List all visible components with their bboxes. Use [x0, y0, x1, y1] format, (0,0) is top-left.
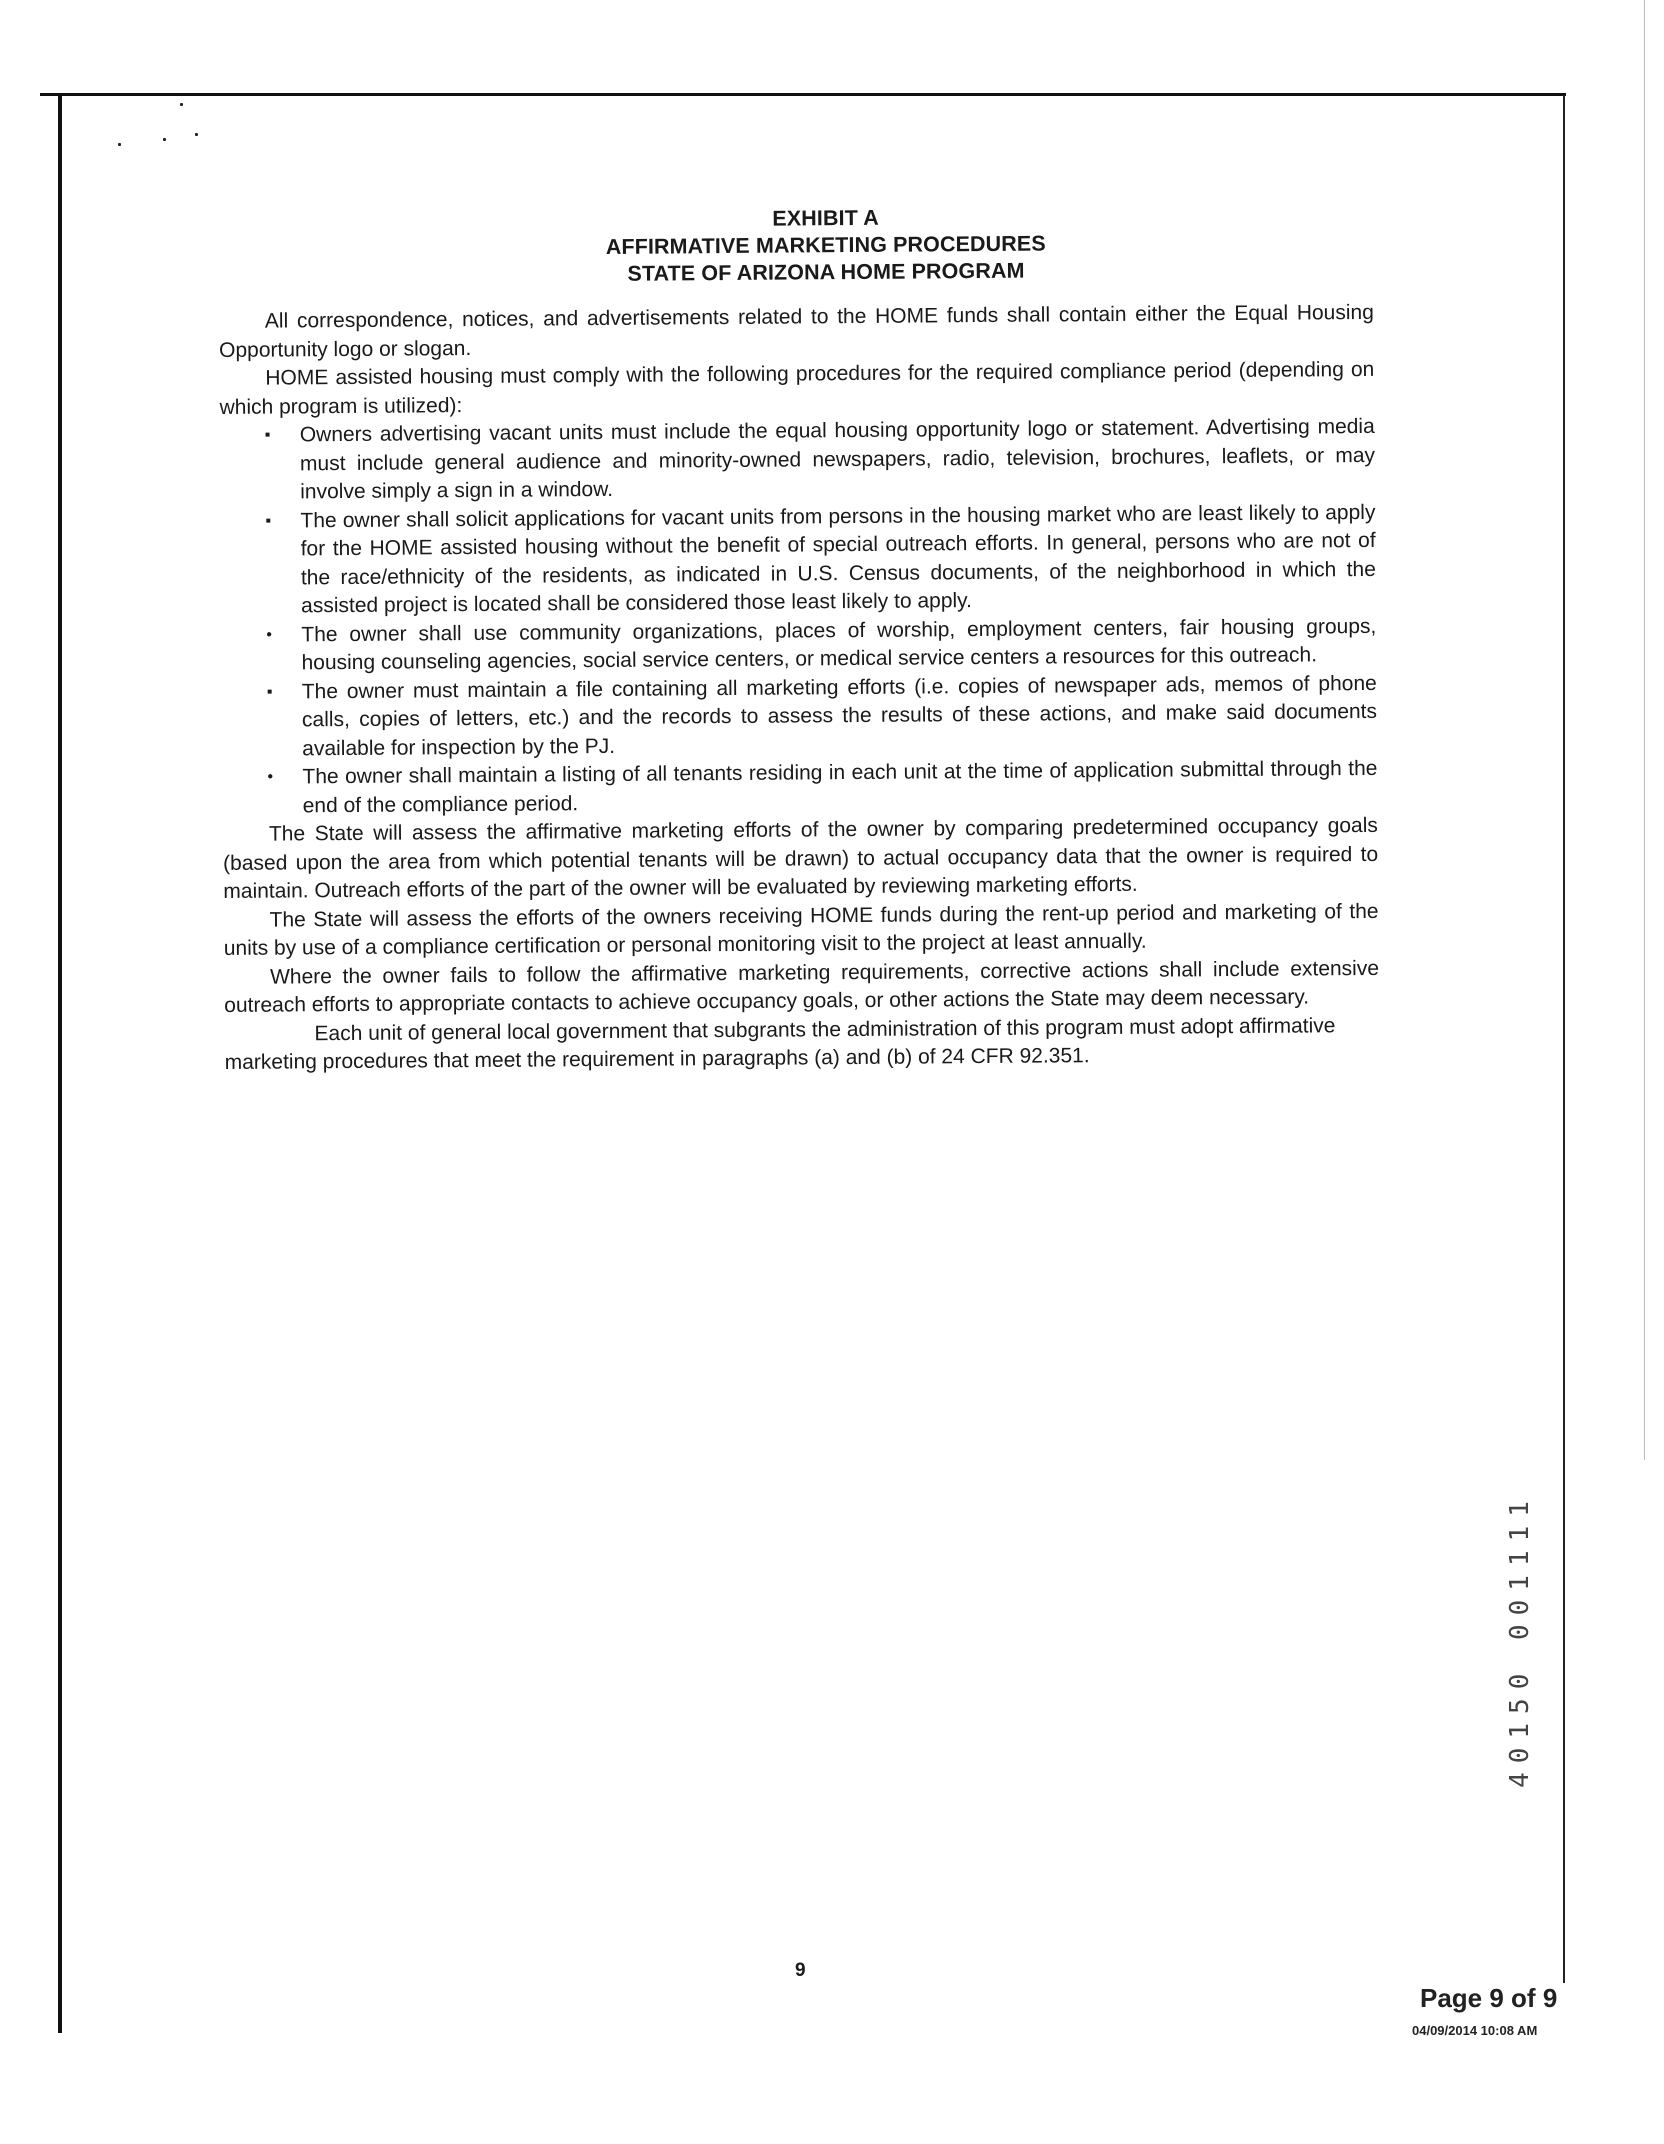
- list-item: ▪ The owner must maintain a file containing all marketing efforts (i.e. copies of newspaper ads, memos of phone calls, copies of letters, etc.) and the records to assess the results of these actions, and make said documents available for inspection by the PJ.: [266, 671, 1378, 760]
- scan-frame-top: [40, 93, 1566, 96]
- paragraph-correspondence: All correspondence, notices, and advertisements related to the HOME funds shall contain either the Equal Housing Opportunity logo or slogan.: [219, 300, 1374, 362]
- procedure-list: [220, 413, 1378, 821]
- bullet-icon: •: [266, 626, 273, 644]
- list-item: ▪ Owners advertising vacant units must include the equal housing opportunity logo or statement. Advertising media must include general audience and minority-owned newspapers, radio, television, brochures, leaflets, or may involve simply a sign in a window.: [264, 414, 1376, 504]
- paragraph-local-government: Each unit of general local government that subgrants the administration of this program must adopt affirmative marketing procedures that meet the requirement in paragraphs (a) and (b) of 24 CFR 92.351.: [224, 1013, 1336, 1074]
- bullet-icon: •: [267, 768, 274, 786]
- fax-timestamp: 04/09/2014 10:08 AM: [1412, 2023, 1538, 2038]
- document-content: [218, 201, 1380, 1078]
- list-item: ▪ The owner shall solicit applications for vacant units from persons in the housing market who are least likely to apply for the HOME assisted housing without the benefit of special outreach efforts. In general, persons who are not of the race/ethnicity of the residents, as indicated in U.S. Census documents, of the neighborhood in which the assisted project is located shall be considered those least likely to apply.: [265, 500, 1376, 618]
- document-stamp: [1500, 1480, 1540, 1810]
- page-number: 9: [795, 1960, 806, 1981]
- list-item: • The owner shall use community organizations, places of worship, employment centers, fair housing groups, housing counseling agencies, social service centers, or medical service centers a resources for this outreach.: [266, 614, 1377, 675]
- exhibit-subtitle: AFFIRMATIVE MARKETING PROCEDURES: [605, 231, 1046, 259]
- stamp-number: 40150 001111: [1505, 1492, 1535, 1788]
- paragraph-annual-review: The State will assess the efforts of the owners receiving HOME funds during the rent-up period and marketing of the units by use of a compliance certification or personal monitoring visit to the project at least annually.: [223, 899, 1379, 960]
- bullet-icon: ▪: [266, 683, 273, 701]
- bullet-icon: ▪: [264, 426, 271, 444]
- paragraph-compliance: HOME assisted housing must comply with the following procedures for the required compliance period (depending on which program is utilized):: [219, 357, 1375, 419]
- scan-frame-right: [1563, 95, 1565, 1983]
- bullet-icon: ▪: [265, 512, 272, 530]
- exhibit-title: EXHIBIT A: [772, 205, 879, 231]
- scan-frame-left: [58, 95, 62, 2033]
- exhibit-heading: [218, 201, 1374, 291]
- scan-page-edge: [1644, 0, 1645, 1460]
- program-title: STATE OF ARIZONA HOME PROGRAM: [627, 258, 1025, 286]
- page-of-indicator: Page 9 of 9: [1420, 1983, 1558, 2013]
- paragraph-assessment: The State will assess the affirmative marketing efforts of the owner by comparing predetermined occupancy goals (based upon the area from which potential tenants will be drawn) to actual occupancy data that the owner is required to maintain. Outreach efforts of the part of the owner will be evaluated by reviewing marketing efforts.: [223, 813, 1379, 903]
- paragraph-corrective-actions: Where the owner fails to follow the affirmative marketing requirements, corrective actions shall include extensive outreach efforts to appropriate contacts to achieve occupancy goals, or other actions the State may deem necessary.: [224, 956, 1380, 1017]
- list-item: • The owner shall maintain a listing of all tenants residing in each unit at the time of application submittal through the end of the compliance period.: [267, 756, 1378, 817]
